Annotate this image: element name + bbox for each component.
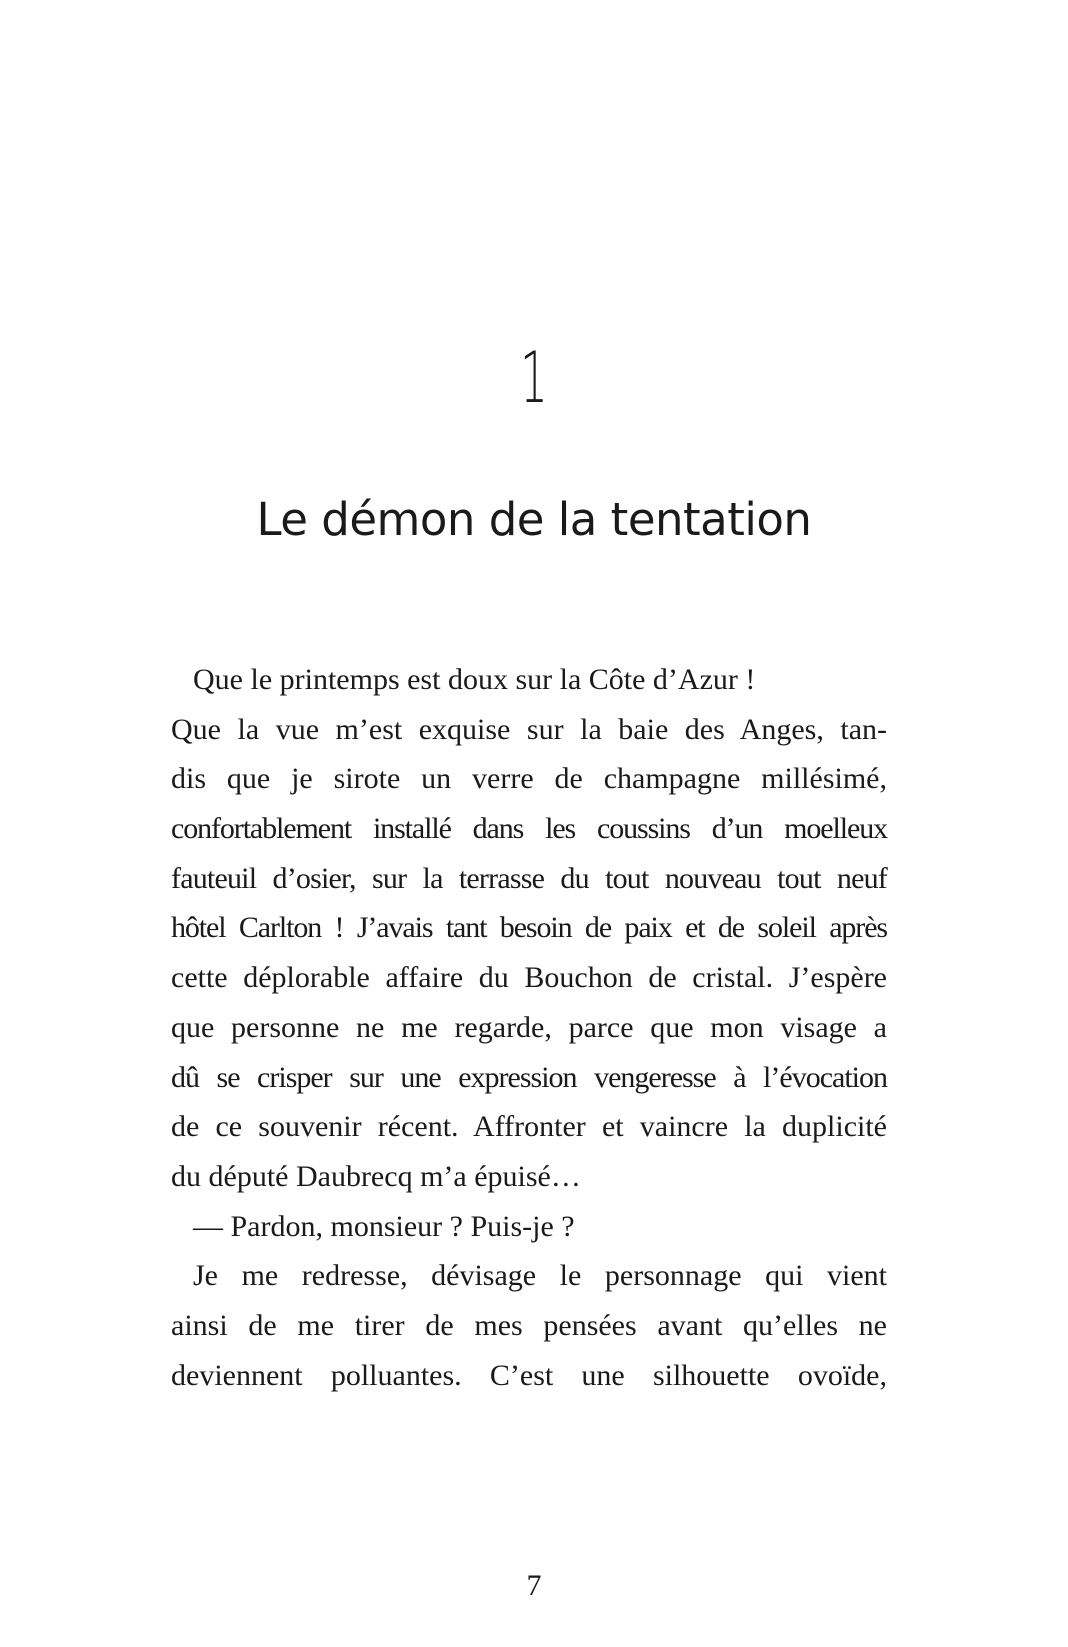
chapter-body: [171, 655, 887, 1400]
body-line: hôtel Carlton ! J’avais tant besoin de paix et de soleil après: [171, 911, 887, 945]
body-line: deviennent polluantes. C’est une silhouette ovoïde,: [171, 1358, 887, 1392]
body-line: dis que je sirote un verre de champagne millésimé,: [171, 762, 887, 796]
body-line: dû se crisper sur une expression vengeresse à l’évocation: [171, 1060, 887, 1094]
body-line: du député Daubrecq m’a épuisé…: [171, 1159, 581, 1193]
body-line: de ce souvenir récent. Affronter et vaincre la duplicité: [171, 1110, 887, 1144]
body-line: confortablement installé dans les coussins d’un moelleux: [171, 812, 887, 846]
body-line: cette déplorable affaire du Bouchon de cristal. J’espère: [171, 961, 887, 995]
page-number: 7: [526, 1569, 542, 1602]
chapter-title: Le démon de la tentation: [256, 493, 812, 546]
body-line: Que le printemps est doux sur la Côte d’Azur !: [193, 663, 756, 696]
body-line: ainsi de me tirer de mes pensées avant qu’elles ne: [171, 1308, 887, 1342]
body-line: Je me redresse, dévisage le personnage qui vient: [193, 1259, 887, 1293]
chapter-number: 1: [520, 337, 548, 419]
body-line: fauteuil d’osier, sur la terrasse du tout nouveau tout neuf: [171, 861, 887, 895]
body-line: Que la vue m’est exquise sur la baie des Anges, tan-: [171, 712, 887, 746]
body-line: — Pardon, monsieur ? Puis-je ?: [193, 1209, 575, 1243]
body-line: que personne ne me regarde, parce que mon visage a: [171, 1010, 887, 1044]
